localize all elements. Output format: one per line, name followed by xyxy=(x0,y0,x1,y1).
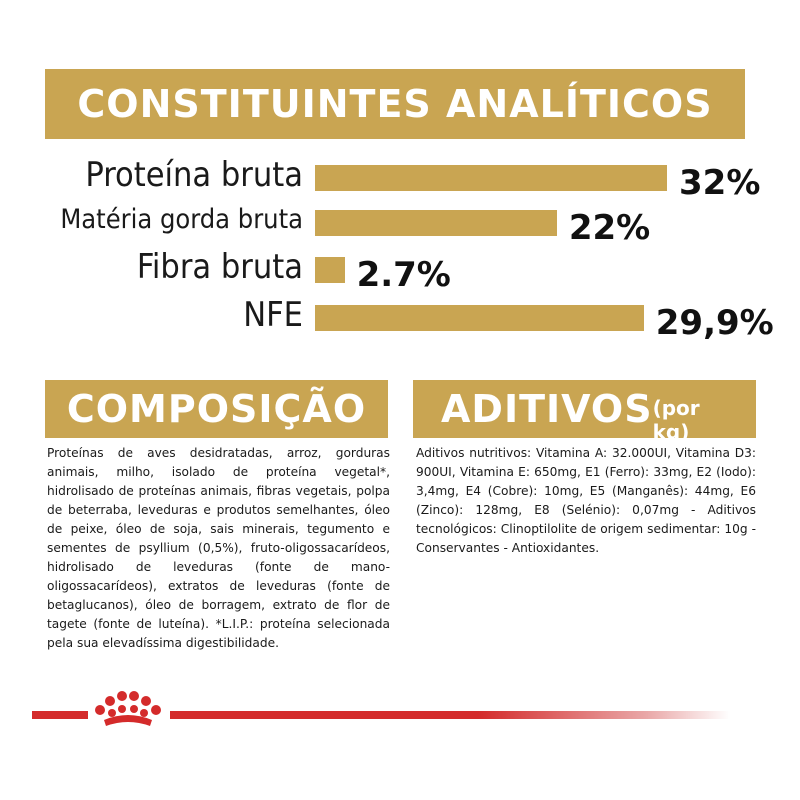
constituent-bar xyxy=(315,305,644,331)
constituent-bar xyxy=(315,210,557,236)
constituents-title: CONSTITUINTES ANALÍTICOS xyxy=(77,82,713,126)
composition-text: Proteínas de aves desidratadas, arroz, gorduras animais, milho, isolado de proteína vegetal*, hidrolisado de proteínas animais, fibras vegetais, polpa de beterraba, leveduras e produtos semelhantes, óleo de peixe, óleo de soja, sais minerais, tegumento e sementes de psyllium (0,5%), fruto-oligossacarídeos, hidrolisado de leveduras (fonte de mano-oligossacarídeos), extratos de leveduras (fonte de betaglucanos), óleo de borragem, extrato de flor de tagete (fonte de luteína). *L.I.P.: proteína selecionada pela sua elevadíssima digestibilidade. xyxy=(47,446,390,650)
brand-line-right xyxy=(170,711,730,719)
brand-line-left xyxy=(32,711,88,719)
composition-header xyxy=(45,380,388,438)
constituent-row-fiber xyxy=(0,247,800,297)
constituent-label: Fibra bruta xyxy=(136,247,303,287)
additives-title: ADITIVOS xyxy=(441,387,653,431)
additives-header xyxy=(413,380,756,444)
constituent-row-fat xyxy=(0,200,800,250)
constituent-label: NFE xyxy=(243,295,303,335)
constituent-bar xyxy=(315,165,667,191)
constituents-banner xyxy=(45,69,745,139)
constituent-value: 22% xyxy=(568,208,651,248)
constituent-bar xyxy=(315,257,345,283)
constituent-row-nfe xyxy=(0,295,800,345)
constituent-value: 32% xyxy=(679,163,761,203)
royal-canin-crown-icon xyxy=(90,690,166,734)
additives-subtitle: (por kg) xyxy=(652,396,700,444)
constituent-value: 29,9% xyxy=(655,303,774,343)
constituent-value: 2.7% xyxy=(356,255,451,295)
constituent-label: Matéria gorda bruta xyxy=(60,204,303,235)
constituent-row-protein xyxy=(0,155,800,205)
constituent-label: Proteína bruta xyxy=(85,155,303,195)
composition-title: COMPOSIÇÃO xyxy=(66,387,367,431)
additives-text: Aditivos nutritivos: Vitamina A: 32.000UI, Vitamina D3: 900UI, Vitamina E: 650mg, E1 (Ferro): 33mg, E2 (Iodo): 3,4mg, E4 (Cobre): 10mg, E5 (Manganês): 44mg, E6 (Zinco): 128mg, E8 (Selénio): 0,07mg - Aditivos tecnológicos: Clinoptilolite de origem sedimentar: 10g - Conservantes - Antioxidantes. xyxy=(416,446,756,555)
